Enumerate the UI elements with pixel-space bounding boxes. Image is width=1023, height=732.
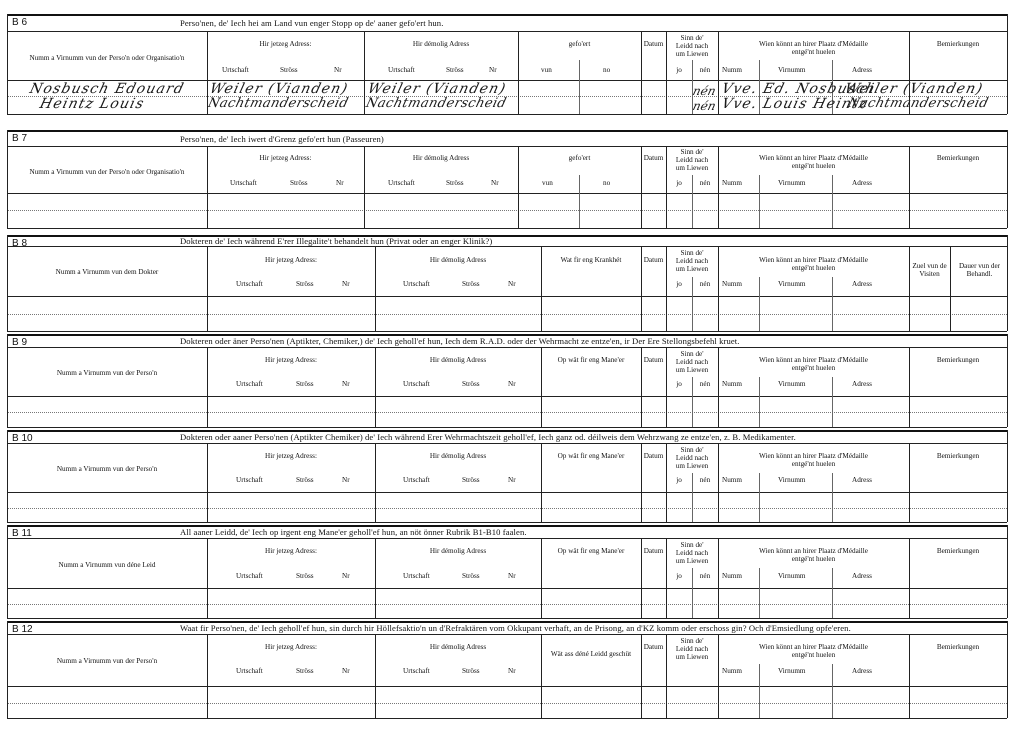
section-code: B 8 (12, 238, 28, 249)
name-header: Numm a Virnumm vun der Perso'n oder Organisatio'n (29, 168, 185, 176)
handwritten-past-address: Nachtmanderscheid (364, 96, 508, 111)
handwritten-nen: nén (691, 99, 718, 113)
section-code: B 10 (12, 433, 33, 444)
handwritten-past-address: Weiler (Vianden) (366, 81, 509, 97)
visits-header: Zuel vun de Visiten (912, 262, 947, 278)
section-code: B 7 (12, 133, 28, 144)
name-header: Numm a Virnumm vun der Perso'n oder Organisatio'n (29, 54, 185, 62)
name-header: Numm a Virnumm vun déne Leid (58, 561, 156, 569)
section-title: Dokteren de' Iech während E'rer Illegalite't behandelt hun (Privat oder an enger Klinik?) (180, 236, 493, 246)
section-title: Dokteren oder aaner Perso'nen (Aptikter Chemiker) de' Iech während Erer Wehrmachtszeit geholl'ef, Iech ganz od. déilweis dem Wehrzwang ze entze'en, z. B. Medikamenter. (180, 432, 796, 442)
name-header: Numm a Virnumm vun dem Dokter (55, 268, 159, 276)
handwritten-medal-address: Weiler (Vianden) (843, 81, 986, 97)
handwritten-medal-person: Vve. Louis Heintz (720, 96, 870, 112)
handwritten-name: Nosbusch Edouard (28, 81, 187, 97)
section-code: B 12 (12, 624, 33, 635)
handwritten-name: Heintz Louis (38, 96, 147, 112)
handwritten-medal-address: Nachtmanderscheid (846, 96, 990, 111)
section-title: Perso'nen, de' Iech iwert d'Grenz gefo'ert hun (Passeuren) (180, 134, 384, 144)
name-header: Numm a Virnumm vun der Perso'n (56, 465, 158, 473)
transported-header: gefo'ert (568, 40, 591, 48)
section-code: B 11 (12, 528, 32, 539)
section-code: B 6 (12, 17, 28, 28)
duration-header: Dauer vun der Behandl. (958, 262, 1001, 278)
handwritten-medal-person: Vve. Ed. Nosbusch (720, 81, 878, 97)
section-title: All aaner Leidd, de' Iech op irgent eng Mane'er geholl'ef hun, an nöt önner Rubrik B1-B10 faalen. (180, 527, 527, 537)
name-header: Numm a Virnumm vun der Perso'n (56, 369, 158, 377)
section-title: Waat fir Perso'nen, de' Iech geholl'ef hun, sin durch hir Höllefsaktio'n un d'Refraktären vom Okkupant verhaft, an de Prisong, an d'KZ komm oder erschoss gin? Och d'Emsiedlung opfe'eren. (180, 623, 851, 633)
section-title: Dokteren oder äner Perso'nen (Aptikter, Chemiker,) de' Iech geholl'ef hun, Iech dem R.A.D. oder der Wehrmacht ze entze'en, ir Der Ere Stellongsbefehl kruet. (180, 336, 740, 346)
past-address-header: Hir démolig Adress (412, 40, 470, 48)
current-address-header: Hir jetzeg Adress: (259, 40, 312, 48)
handwritten-current-address: Weiler (Vianden) (208, 81, 351, 97)
handwritten-current-address: Nachtmanderscheid (206, 96, 350, 111)
handwritten-nen: nén (691, 84, 718, 98)
section-code: B 9 (12, 337, 28, 348)
name-header: Numm a Virnumm vun der Perso'n (56, 657, 158, 665)
section-title: Perso'nen, de' Iech hei am Land vun enger Stopp op de' aaner gefo'ert hun. (180, 18, 444, 28)
